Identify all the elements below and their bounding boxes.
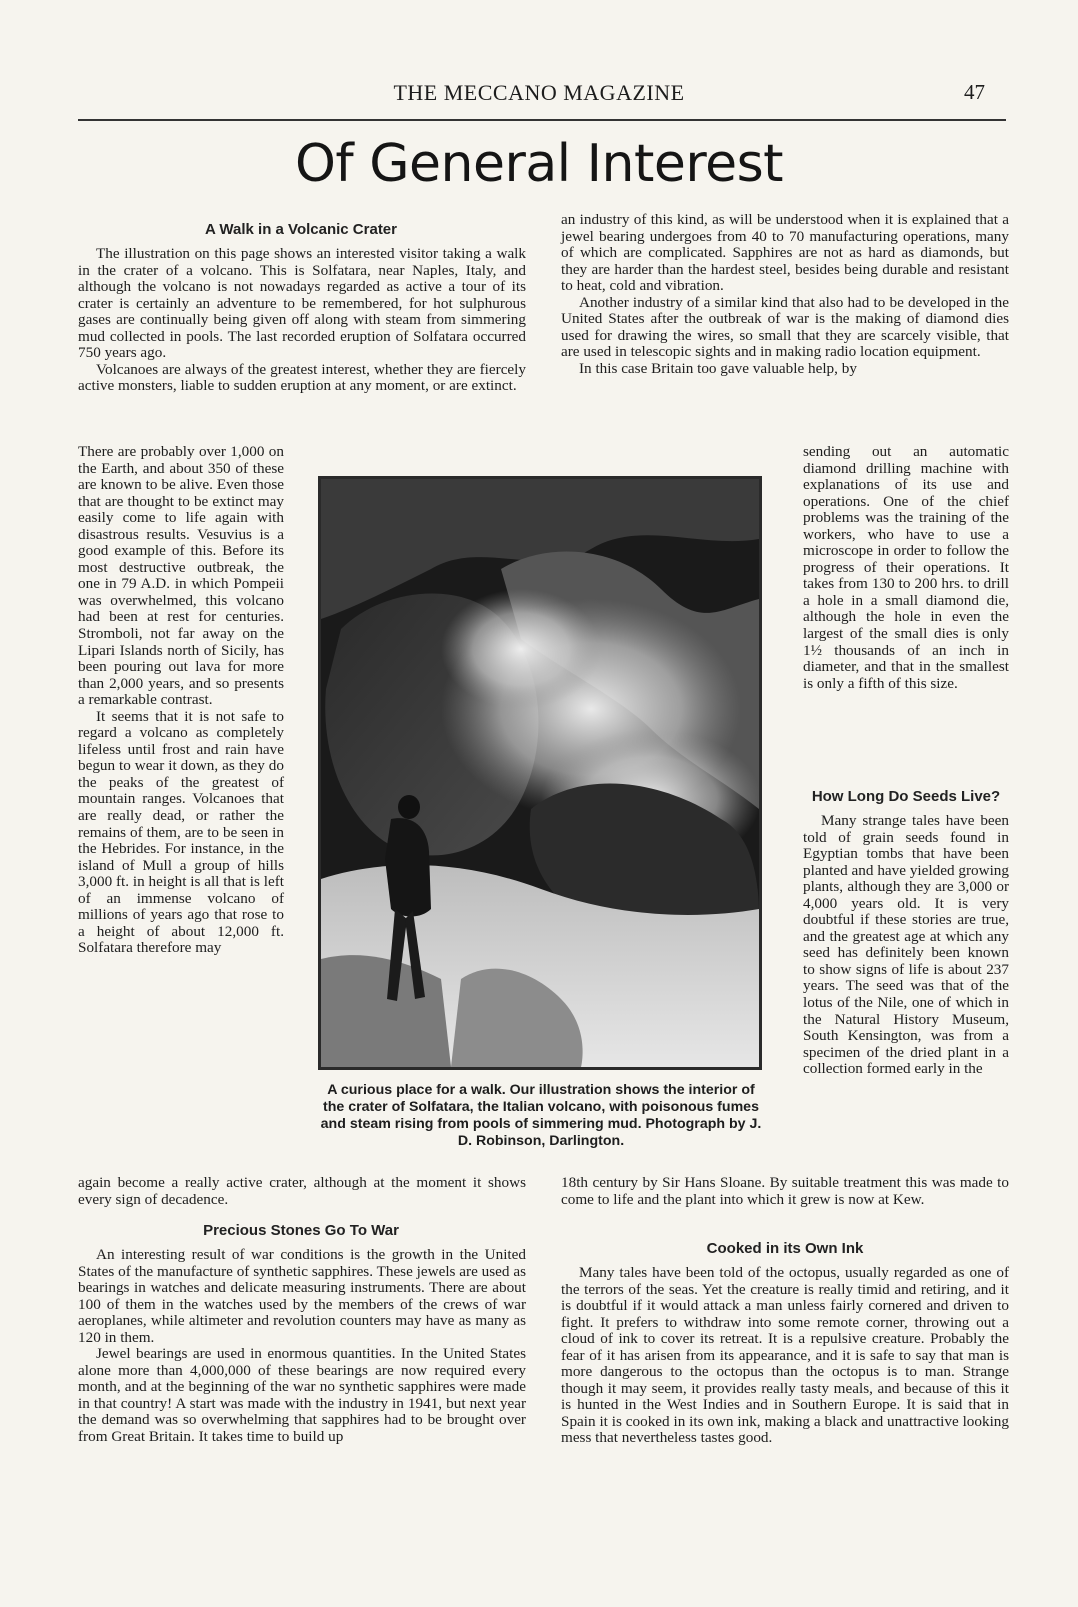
- page-title: Of General Interest: [294, 134, 784, 194]
- stones-paragraph-1: An interesting result of war conditions is the growth in the United States of the manufacture of synthetic sapphires. These jewels are used as bearings in watches and delicate measuring instruments. There are about 100 of them in the watches used by the members of the crews of war aeroplanes, while altimeter and revolution counters may have as many as 120 in them.: [78, 1246, 526, 1346]
- photo-caption: A curious place for a walk. Our illustration shows the interior of the crater of Solfatara, the Italian volcano, with poisonous fumes and steam rising from pools of simmering mud. Photograph by J. D. Robinson, Darlington.: [320, 1082, 762, 1149]
- stones-article-wrap: [803, 444, 1009, 692]
- stones-paragraph-4: Another industry of a similar kind that also had to be developed in the United States after the outbreak of war is the making of diamond dies used for drawing the wires, so small that they are scarcely visible, that are used in telescopic sights and in making radio location equipment.: [561, 293, 1009, 361]
- heading-volcanic-crater: A Walk in a Volcanic Crater: [204, 221, 397, 238]
- heading-octopus-ink: Cooked in its Own Ink: [706, 1240, 864, 1257]
- page-number: 47: [964, 80, 985, 104]
- ink-article: [561, 1265, 1009, 1447]
- volcano-article-top: [78, 246, 526, 395]
- volcano-article-wrap: [78, 444, 284, 957]
- seeds-article-wrap: [803, 813, 1009, 1078]
- volcano-paragraph-3: It seems that it is not safe to regard a volcano as completely lifeless until frost and rain have begun to wear it down, as they do the peaks of the greatest of mountain ranges. Volcanoes that are really dead, or rather the remains of them, are to be seen in the Hebrides. For instance, in the island of Mull a group of hills 3,000 ft. in height is all that is left of an immense volcano of millions of years ago that rose to a height of about 12,000 ft. Solfatara therefore may: [78, 707, 284, 957]
- header-rule: [78, 119, 1006, 121]
- seeds-paragraph-1: Many strange tales have been told of grain seeds found in Egyptian tombs that have been planted and have yielded growing plants, although they are 3,000 or 4,000 years old. It is very doubtful if these stories are true, and the greatest age at which any seed has definitely been known to show signs of life is about 237 years. The seed was that of the lotus of the Nile, one of which in the Natural History Museum, South Kensington, was from a specimen of the dried plant in a collection formed early in the: [803, 812, 1009, 1078]
- heading-seeds: How Long Do Seeds Live?: [811, 788, 1001, 805]
- heading-precious-stones: Precious Stones Go To War: [203, 1222, 399, 1239]
- stones-paragraph-2: Jewel bearings are used in enormous quantities. In the United States alone more than 4,000,000 of these bearings are now required every month, and at the beginning of the war no synthetic sapphires were made in that country! A start was made with the industry in 1941, but next year the demand was so overwhelming that sapphires had to be brought over from Great Britain. It takes time to build up: [78, 1345, 526, 1446]
- volcano-paragraph-2: Volcanoes are always of the greatest interest, whether they are fiercely active monsters, liable to sudden eruption at any moment, or are extinct.: [78, 360, 526, 395]
- stones-article-left: [78, 1247, 526, 1446]
- ink-paragraph-1: Many tales have been told of the octopus, usually regarded as one of the terrors of the seas. Yet the creature is really timid and retiring, and it is doubtful if it would attack a man unless fairly cornered and driven to fight. It prefers to withdraw into some remote corner, throwing out a cloud of ink to cover its retreat. It is a repulsive creature. Probably the fear of it has arisen from its appearance, and it is safe to say that man is more dangerous to the octopus than the octopus is to man. Strange though it may seem, it provides really tasty meals, and because of this it is hunted in the West Indies and in Southern Europe. It is said that in Spain it is cooked in its own ink, making a black and unattractive looking mess that nevertheless tastes good.: [561, 1264, 1009, 1447]
- stones-paragraph-5: In this case Britain too gave valuable help, by: [579, 359, 857, 377]
- volcano-crater-photo: [318, 476, 762, 1070]
- crater-illustration: [321, 479, 759, 1067]
- magazine-title: THE MECCANO MAGAZINE: [393, 80, 685, 105]
- visitor-head: [398, 795, 420, 819]
- volcano-paragraph-2-wrap: There are probably over 1,000 on the Earth, and about 350 of these are known to be alive. Even those that are thought to be extinct may easily come to life again with disastrous results. Vesuvius is a good example of this. Before its most destructive outbreak, the one in 79 A.D. in which Pompeii was overwhelmed, this volcano had been at rest for centuries. Stromboli, not far away on the Lipari Islands north of Sicily, has been pouring out lava for more than 2,000 years, and so presents a remarkable contrast.: [78, 443, 284, 709]
- seeds-article-end: [561, 1175, 1009, 1208]
- seeds-paragraph-1-end: 18th century by Sir Hans Sloane. By suitable treatment this was made to come to life and the plant into which it grew is now at Kew.: [561, 1174, 1009, 1208]
- stones-paragraph-3: an industry of this kind, as will be understood when it is explained that a jewel bearing undergoes from 40 to 70 manufacturing operations, many of which are complicated. Sapphires are not as hard as diamonds, but they are harder than the hardest steel, besides being durable and resistant to heat, cold and vibration.: [561, 211, 1009, 295]
- steam-cloud-upper: [441, 589, 601, 709]
- stones-paragraph-5-wrap: sending out an automatic diamond drilling machine with explanations of its use and operations. One of the chief problems was the training of the workers, who have to use a microscope in order to follow the progress of their operations. It takes from 130 to 200 hrs. to drill a hole in a small diamond die, although the hole in even the largest of the small dies is only 1½ thousands of an inch in diameter, and that in the smallest is only a fifth of this size.: [803, 443, 1009, 692]
- volcano-paragraph-1: The illustration on this page shows an interested visitor taking a walk in the crater of a volcano. This is Solfatara, near Naples, Italy, and although the volcano is not nowadays regarded as active a tour of its crater is certainly an adventure to be remembered, for hot sulphurous gases are continually being given off along with steam from simmering mud collected in pools. The last recorded eruption of Solfatara occurred 750 years ago.: [78, 245, 526, 362]
- visitor-body: [385, 818, 431, 916]
- stones-article-right: [561, 212, 1009, 377]
- volcano-article-end: [78, 1175, 526, 1208]
- volcano-paragraph-3-end: again become a really active crater, although at the moment it shows every sign of decadence.: [78, 1174, 526, 1208]
